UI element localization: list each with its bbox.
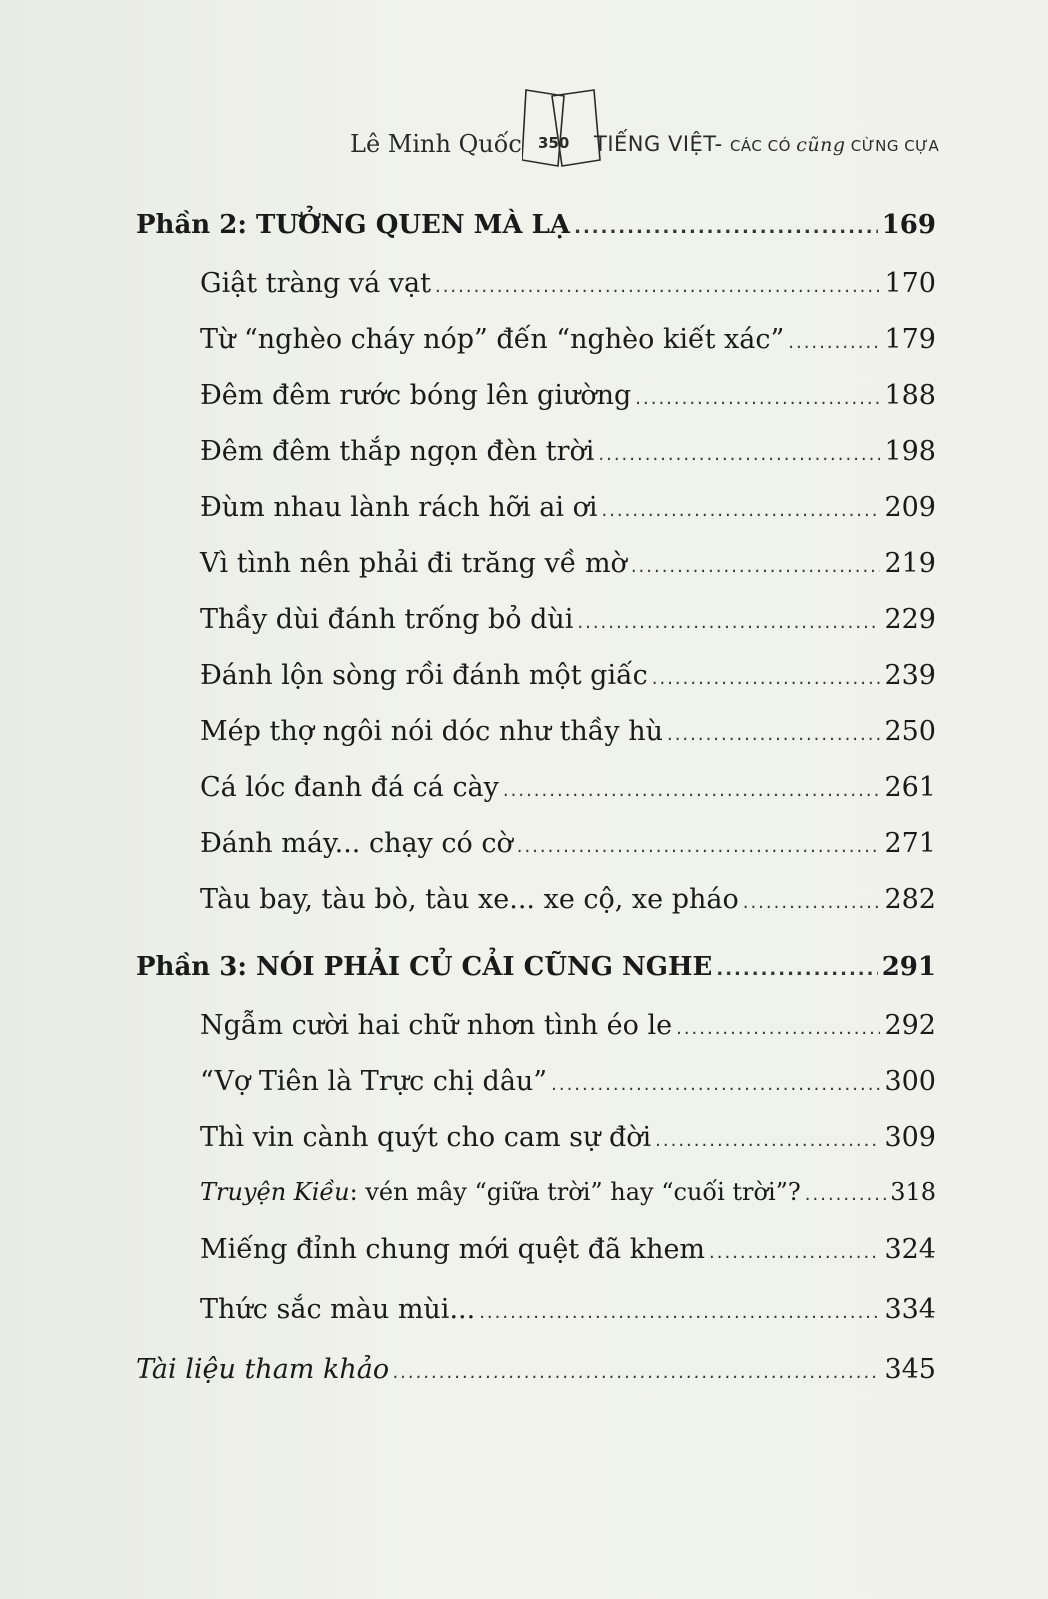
header-author: Lê Minh Quốc — [350, 130, 522, 158]
leader-dots — [551, 1074, 880, 1095]
toc-item — [200, 1066, 936, 1106]
toc-page-number: 170 — [884, 268, 936, 299]
toc-item — [200, 828, 936, 868]
toc-item-label: Mép thợ ngôi nói dóc như thầy hù — [200, 716, 663, 747]
toc-item-label: Thầy dùi đánh trống bỏ dùi — [200, 604, 574, 635]
toc-item-label: Cá lóc đanh đá cá cày — [200, 772, 499, 803]
header-page-number: 350 — [538, 134, 570, 152]
toc-page-number: 209 — [884, 492, 936, 523]
leader-dots — [503, 780, 881, 801]
toc-item-label: “Vợ Tiên là Trực chị dâu” — [200, 1066, 548, 1097]
toc-item-label-italic: Truyện Kiều — [200, 1178, 350, 1206]
toc-page-number: 198 — [884, 436, 936, 467]
toc-part-label: Phần 2: TƯỞNG QUEN MÀ LẠ — [136, 210, 571, 240]
toc-item-label — [200, 1178, 805, 1206]
leader-dots — [652, 668, 881, 689]
toc-part-3 — [136, 952, 936, 992]
toc-page-number: 282 — [884, 884, 936, 915]
toc-page-number: 318 — [890, 1178, 936, 1206]
leader-dots — [743, 892, 881, 913]
leader-dots — [601, 500, 880, 521]
leader-dots — [598, 444, 880, 465]
toc-item — [200, 1122, 936, 1162]
toc-page-number: 345 — [884, 1354, 936, 1385]
toc-item-label-rest: : vén mây “giữa trời” hay “cuối trời”? — [349, 1178, 801, 1206]
leader-dots — [716, 959, 877, 980]
toc-item-label: Đánh lộn sòng rồi đánh một giấc — [200, 660, 648, 691]
toc-item — [200, 380, 936, 420]
toc-item — [200, 436, 936, 476]
leader-dots — [676, 1018, 880, 1039]
toc-item-label: Vì tình nên phải đi trăng về mờ — [200, 548, 627, 579]
toc-item — [200, 772, 936, 812]
toc-item — [200, 884, 936, 924]
toc-page-number: 292 — [884, 1010, 936, 1041]
toc-item — [200, 324, 936, 364]
leader-dots — [435, 276, 880, 297]
toc-item — [200, 660, 936, 700]
leader-dots — [631, 556, 881, 577]
header-book-title — [594, 132, 939, 156]
toc-page-number: 169 — [881, 210, 936, 240]
toc-references — [136, 1354, 936, 1394]
toc-page-number: 261 — [884, 772, 936, 803]
toc-item-label: Ngẫm cười hai chữ nhơn tình éo le — [200, 1010, 673, 1041]
toc-page-number: 324 — [884, 1234, 936, 1265]
leader-dots — [635, 388, 880, 409]
toc-item-label: Đêm đêm thắp ngọn đèn trời — [200, 436, 595, 467]
toc-item — [200, 1010, 936, 1050]
toc-page-number: 179 — [884, 324, 936, 355]
toc-item — [200, 548, 936, 588]
toc-page-number: 229 — [884, 604, 936, 635]
toc-item-label: Tài liệu tham khảo — [136, 1354, 390, 1385]
toc-page-number: 239 — [884, 660, 936, 691]
toc-item — [200, 604, 936, 644]
toc-part-label: Phần 3: NÓI PHẢI CỦ CẢI CŨNG NGHE — [136, 952, 713, 982]
toc-item — [200, 268, 936, 308]
toc-page-number: 334 — [884, 1294, 936, 1325]
toc-item-label: Miếng đỉnh chung mới quệt đã khem — [200, 1234, 706, 1265]
toc-page-number: 271 — [884, 828, 936, 859]
toc-item — [200, 716, 936, 756]
title-part-2: CÁC CÓ — [729, 137, 797, 155]
toc-page-number: 250 — [884, 716, 936, 747]
leader-dots — [479, 1302, 880, 1323]
leader-dots — [393, 1362, 880, 1383]
toc-item-label: Tàu bay, tàu bò, tàu xe... xe cộ, xe pháo — [200, 884, 739, 915]
title-part-4: CỪNG CỰA — [845, 137, 940, 155]
toc-item — [200, 492, 936, 532]
toc-item — [200, 1178, 936, 1218]
toc-item-label: Đùm nhau lành rách hỡi ai ơi — [200, 492, 598, 523]
toc-item-label: Giật tràng vá vạt — [200, 268, 431, 299]
book-logo-icon — [522, 88, 602, 168]
toc-page-number: 300 — [884, 1066, 936, 1097]
leader-dots — [655, 1130, 880, 1151]
running-header — [340, 82, 940, 172]
toc-item — [200, 1234, 936, 1274]
toc-part-2 — [136, 210, 936, 250]
toc-page-number: 309 — [884, 1122, 936, 1153]
leader-dots — [577, 612, 880, 633]
toc-item-label: Từ “nghèo cháy nóp” đến “nghèo kiết xác” — [200, 324, 785, 355]
toc-item-label: Đêm đêm rước bóng lên giường — [200, 380, 632, 411]
leader-dots — [805, 1184, 886, 1205]
leader-dots — [574, 217, 878, 238]
leader-dots — [709, 1242, 880, 1263]
leader-dots — [788, 332, 880, 353]
toc-page-number: 219 — [884, 548, 936, 579]
title-part-3: cũng — [796, 134, 846, 156]
toc-item-label: Thì vin cành quýt cho cam sự đời — [200, 1122, 652, 1153]
toc-item-label: Thức sắc màu mùi... — [200, 1294, 476, 1325]
toc-page-number: 188 — [884, 380, 936, 411]
toc-item-label: Đánh máy... chạy có cờ — [200, 828, 513, 859]
title-part-1: TIẾNG VIỆT- — [594, 132, 730, 156]
toc-item — [200, 1294, 936, 1334]
leader-dots — [517, 836, 881, 857]
toc-page-number: 291 — [881, 952, 936, 982]
leader-dots — [667, 724, 880, 745]
